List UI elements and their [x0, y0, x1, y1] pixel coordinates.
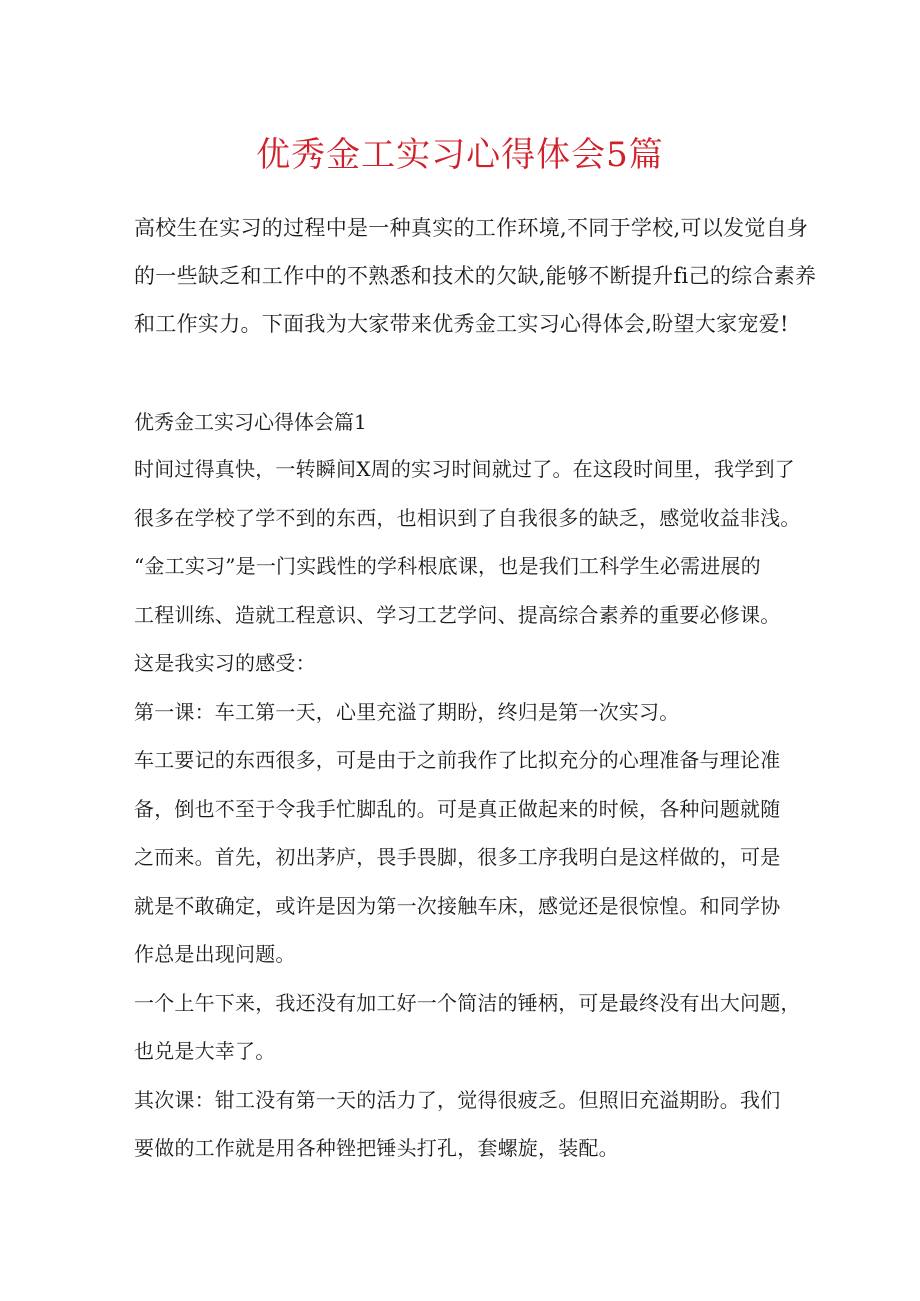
body-line: 工程训练、造就工程意识、学习工艺学问、提高综合素养的重要必修课。 [134, 602, 781, 627]
intro-line: 高校生在实习的过程中是一种真实的工作环境,不同于学校,可以发觉自身 [134, 216, 809, 240]
body-line: 要做的工作就是用各种锉把锤头打孔，套螺旋，装配。 [134, 1136, 619, 1160]
body-line: 就是不敢确定，或许是因为第一次接触车床，感觉还是很惊惶。和同学协 [134, 893, 781, 918]
body-line: 也兑是大幸了。 [134, 1039, 276, 1063]
document-title: 优秀金工实习心得体会5篇 [256, 135, 664, 175]
section-heading: 优秀金工实习心得体会篇1 [134, 410, 367, 434]
intro-paragraph [134, 204, 817, 348]
body-line: 作总是出现问题。 [134, 942, 296, 966]
body-line: 一个上午下来，我还没有加工好一个简洁的锤柄，可是最终没有出大问题， [134, 990, 801, 1015]
body-line: 其次课：钳工没有第一天的活力了，觉得很疲乏。但照旧充溢期盼。我们 [134, 1087, 781, 1112]
body-line: 时间过得真快，一转瞬间X周的实习时间就过了。在这段时间里，我学到了 [134, 457, 795, 481]
intro-line: 的一些缺乏和工作中的不熟悉和技术的欠缺,能够不断提升fi己的综合素养 [134, 264, 817, 288]
body-line: “金工实习”是一门实践性的学科根底课，也是我们工科学生必需进展的 [134, 554, 761, 578]
body-text [134, 445, 801, 1173]
body-line: 很多在学校了学不到的东西，也相识到了自我很多的缺乏，感觉收益非浅。 [134, 505, 801, 530]
body-line: 这是我实习的感受： [134, 651, 316, 675]
intro-line: 和工作实力。下面我为大家带来优秀金工实习心得体会,盼望大家宠爱! [134, 312, 789, 336]
body-line: 之而来。首先，初出茅庐，畏手畏脚，很多工序我明白是这样做的，可是 [134, 845, 781, 869]
body-line: 车工要记的东西很多，可是由于之前我作了比拟充分的心理准备与理论准 [134, 748, 781, 772]
body-line: 第一课：车工第一天，心里充溢了期盼，终归是第一次实习。 [134, 699, 680, 724]
body-line: 备，倒也不至于令我手忙脚乱的。可是真正做起来的时候，各种问题就随 [134, 796, 781, 821]
